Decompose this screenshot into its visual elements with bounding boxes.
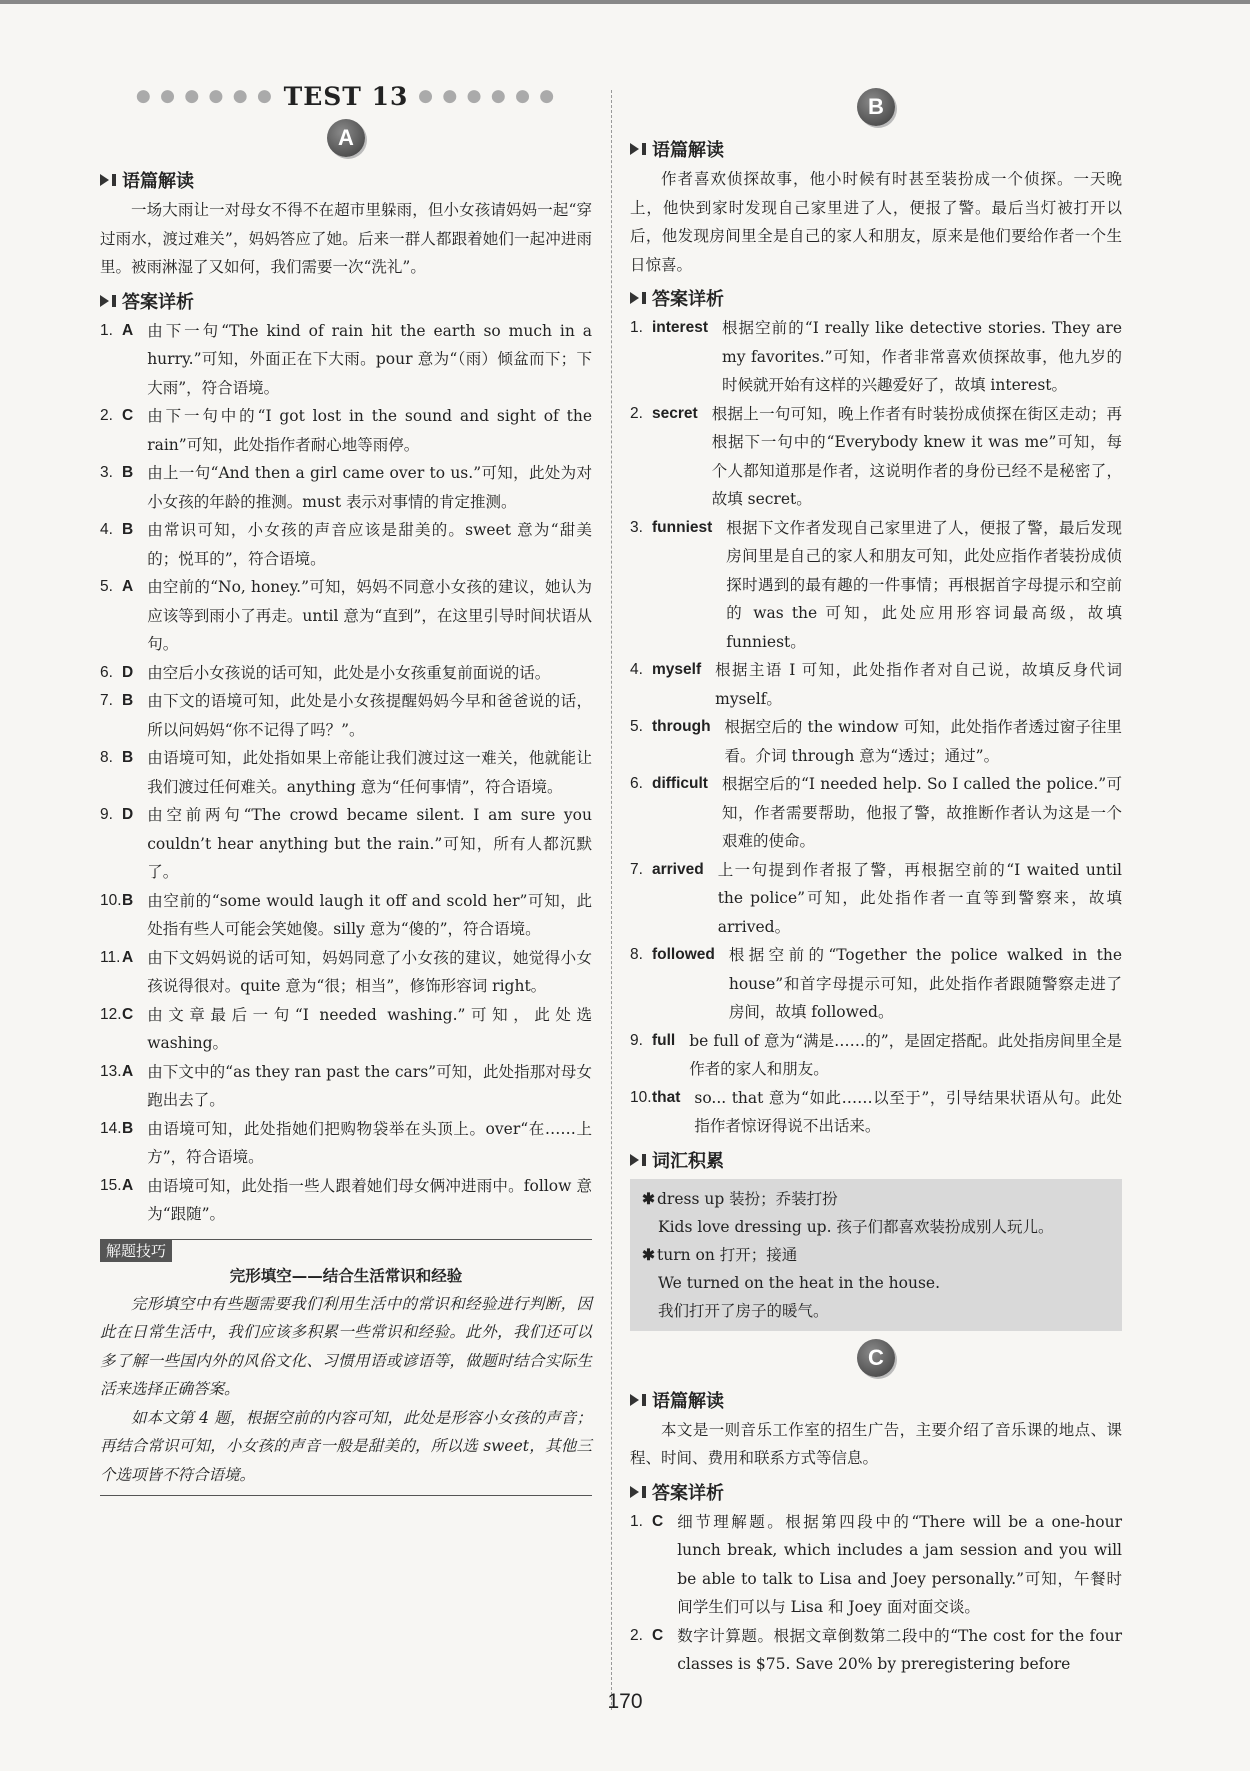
answer-item: 10. that so... that 意为“如此……以至于”，引导结果状语从句。此处指作者惊讶得说不出话来。 xyxy=(630,1088,1122,1135)
answer-item: 9. D 由空前两句“The crowd became silent. I am sure you couldn’t hear anything but the rain.”可知，所有人都沉默了。 xyxy=(100,806,592,881)
top-border xyxy=(0,0,1250,4)
vocab-term: ✱ turn on 打开；接通 xyxy=(642,1244,798,1264)
answers-heading-c: 答案详析 xyxy=(630,1479,1122,1505)
answer-item: 4. myself 根据主语 I 可知，此处指作者对自己说，故填反身代词 myself。 xyxy=(630,661,1122,708)
answer-item: 3. funniest 根据下文作者发现自己家里进了人，便报了警，最后发现房间里是自己的家人和朋友可知，此处应指作者装扮成侦探时遇到的最有趣的一件事情；再根据首字母提示和空前的 was the 可知，此处应用形容词最高级，故填 funniest。 xyxy=(630,518,1122,651)
answers-heading-b: 答案详析 xyxy=(630,285,1122,311)
section-b-badge: B xyxy=(857,88,895,126)
bar-icon xyxy=(642,143,646,155)
answer-item: 2. C 数字计算题。根据文章倒数第二段中的“The cost for the four classes is $75. Save 20% by preregistering before xyxy=(630,1626,1122,1673)
asterisk-icon: ✱ xyxy=(642,1188,655,1208)
test-title xyxy=(100,82,592,111)
tips-paragraph-1: 完形填空中有些题需要我们利用生活中的常识和经验进行判断，因此在日常生活中，我们应该多积累一些常识和经验。此外，我们还可以多了解一些国内外的风俗文化、习惯用语或谚语等，做题时结合实际生活来选择正确答案。 xyxy=(100,1294,592,1398)
arrow-icon xyxy=(630,143,639,155)
answer-item: 13. A 由下文中的“as they ran past the cars”可知，此处指那对母女跑出去了。 xyxy=(100,1062,592,1109)
title-dots-left: ● ● ● ● ● ● xyxy=(135,86,274,106)
reading-heading-b: 语篇解读 xyxy=(630,136,1122,162)
left-column xyxy=(100,80,592,1496)
answer-item: 1. C 细节理解题。根据第四段中的“There will be a one-hour lunch break, which includes a jam session and you will be able to talk to Lisa and Joey personally.”可知，午餐时间学生们可以与 Lisa 和 Joey 面对面交谈。 xyxy=(630,1512,1122,1616)
section-a-badge: A xyxy=(327,119,365,157)
reading-heading-c: 语篇解读 xyxy=(630,1387,1122,1413)
title-dots-right: ● ● ● ● ● ● xyxy=(418,86,557,106)
asterisk-icon: ✱ xyxy=(642,1244,655,1264)
answer-item: 14. B 由语境可知，此处指她们把购物袋举在头顶上。over“在……上方”，符合语境。 xyxy=(100,1119,592,1166)
tips-title: 完形填空——结合生活常识和经验 xyxy=(229,1266,463,1285)
right-column xyxy=(630,80,1122,1679)
answer-item: 1. interest 根据空前的“I really like detective stories. They are my favorites.”可知，作者非常喜欢侦探故事，他九岁的时候就开始有这样的兴趣爱好了，故填 interest。 xyxy=(630,319,1122,394)
answer-item: 9. full be full of 意为“满是……的”，是固定搭配。此处指房间里全是作者的家人和朋友。 xyxy=(630,1031,1122,1078)
answer-item: 11. A 由下文妈妈说的话可知，妈妈同意了小女孩的建议，她觉得小女孩说得很对。quite 意为“很；相当”，修饰形容词 right。 xyxy=(100,948,592,995)
answer-item: 8. B 由语境可知，此处指如果上帝能让我们渡过这一难关，他就能让我们渡过任何难关。anything 意为“任何事情”，符合语境。 xyxy=(100,749,592,796)
vocab-heading: 词汇积累 xyxy=(630,1147,1122,1173)
test-title-text: TEST 13 xyxy=(283,82,409,111)
answer-item: 5. through 根据空后的 the window 可知，此处指作者透过窗子往里看。介词 through 意为“透过；通过”。 xyxy=(630,718,1122,765)
tips-paragraph-2: 如本文第 4 题，根据空前的内容可知，此处是形容小女孩的声音；再结合常识可知，小女孩的声音一般是甜美的，所以选 sweet，其他三个选项皆不符合语境。 xyxy=(100,1408,592,1484)
answer-item: 2. secret 根据上一句可知，晚上作者有时装扮成侦探在街区走动；再根据下一句中的“Everybody knew it was me”可知，每个人都知道那是作者，这说明作者的身份已经不是秘密了，故填 secret。 xyxy=(630,404,1122,508)
vocab-example-translation: 我们打开了房子的暖气。 xyxy=(658,1301,829,1320)
answer-item: 7. B 由下文的语境可知，此处是小女孩提醒妈妈今早和爸爸说的话，所以问妈妈“你不记得了吗？”。 xyxy=(100,692,592,739)
arrow-icon xyxy=(630,1486,639,1498)
vocab-term: ✱ dress up 装扮；乔装打扮 xyxy=(642,1188,838,1208)
answers-list-c xyxy=(630,1508,1122,1679)
vocab-box xyxy=(630,1179,1122,1331)
arrow-icon xyxy=(100,174,109,186)
answers-list-b xyxy=(630,314,1122,1141)
arrow-icon xyxy=(630,1154,639,1166)
tips-box xyxy=(100,1239,592,1497)
answer-item: 10. B 由空前的“some would laugh it off and scold her”可知，此处指有些人可能会笑她傻。silly 意为“傻的”，符合语境。 xyxy=(100,891,592,938)
arrow-icon xyxy=(630,292,639,304)
arrow-icon xyxy=(100,295,109,307)
answer-item: 15. A 由语境可知，此处指一些人跟着她们母女俩冲进雨中。follow 意为“跟随”。 xyxy=(100,1176,592,1223)
page-number: 170 xyxy=(607,1690,643,1713)
answer-item: 12. C 由文章最后一句“I needed washing.”可知，此处选 washing。 xyxy=(100,1005,592,1052)
bar-icon xyxy=(642,1394,646,1406)
answer-item: 6. D 由空后小女孩说的话可知，此处是小女孩重复前面说的话。 xyxy=(100,663,551,682)
tips-tab: 解题技巧 xyxy=(100,1239,172,1262)
reading-text-c: 本文是一则音乐工作室的招生广告，主要介绍了音乐课的地点、课程、时间、费用和联系方式等信息。 xyxy=(630,1420,1122,1467)
section-c-badge: C xyxy=(857,1339,895,1377)
column-divider xyxy=(611,90,612,1710)
bar-icon xyxy=(642,1154,646,1166)
answers-heading-a: 答案详析 xyxy=(100,288,592,314)
answer-item: 3. B 由上一句“And then a girl came over to us.”可知，此处为对小女孩的年龄的推测。must 表示对事情的肯定推测。 xyxy=(100,464,592,511)
bar-icon xyxy=(642,1486,646,1498)
answer-item: 5. A 由空前的“No, honey.”可知，妈妈不同意小女孩的建议，她认为应该等到雨小了再走。until 意为“直到”，在这里引导时间状语从句。 xyxy=(100,578,592,653)
answer-item: 8. followed 根据空前的“Together the police walked in the house”和首字母提示可知，此处指作者跟随警察走进了房间，故填 followed。 xyxy=(630,946,1122,1021)
answers-list-a xyxy=(100,317,592,1229)
bar-icon xyxy=(112,295,116,307)
bar-icon xyxy=(642,292,646,304)
answer-item: 4. B 由常识可知，小女孩的声音应该是甜美的。sweet 意为“甜美的；悦耳的”，符合语境。 xyxy=(100,521,592,568)
reading-text-a: 一场大雨让一对母女不得不在超市里躲雨，但小女孩请妈妈一起“穿过雨水，渡过难关”，妈妈答应了她。后来一群人都跟着她们一起冲进雨里。被雨淋湿了又如何，我们需要一次“洗礼”。 xyxy=(100,201,592,276)
reading-text-b: 作者喜欢侦探故事，他小时候有时甚至装扮成一个侦探。一天晚上，他快到家时发现自己家里进了人，便报了警。最后当灯被打开以后，他发现房间里全是自己的家人和朋友，原来是他们要给作者一个生日惊喜。 xyxy=(630,170,1122,274)
arrow-icon xyxy=(630,1394,639,1406)
reading-heading-a: 语篇解读 xyxy=(100,167,592,193)
vocab-example: We turned on the heat in the house. xyxy=(658,1273,941,1292)
answer-item: 6. difficult 根据空后的“I needed help. So I called the police.”可知，作者需要帮助，他报了警，故推断作者认为这是一个艰难的使命。 xyxy=(630,775,1122,850)
bar-icon xyxy=(112,174,116,186)
answer-item: 1. A 由下一句“The kind of rain hit the earth so much in a hurry.”可知，外面正在下大雨。pour 意为“（雨）倾盆而下；下大雨”，符合语境。 xyxy=(100,321,592,397)
vocab-example: Kids love dressing up. 孩子们都喜欢装扮成别人玩儿。 xyxy=(658,1217,1054,1236)
tips-bottom-rule xyxy=(100,1495,592,1496)
answer-item: 7. arrived 上一句提到作者报了警，再根据空前的“I waited until the police”可知，此处指作者一直等到警察来，故填 arrived。 xyxy=(630,860,1122,936)
answer-item: 2. C 由下一句中的“I got lost in the sound and sight of the rain”可知，此处指作者耐心地等雨停。 xyxy=(100,407,592,454)
